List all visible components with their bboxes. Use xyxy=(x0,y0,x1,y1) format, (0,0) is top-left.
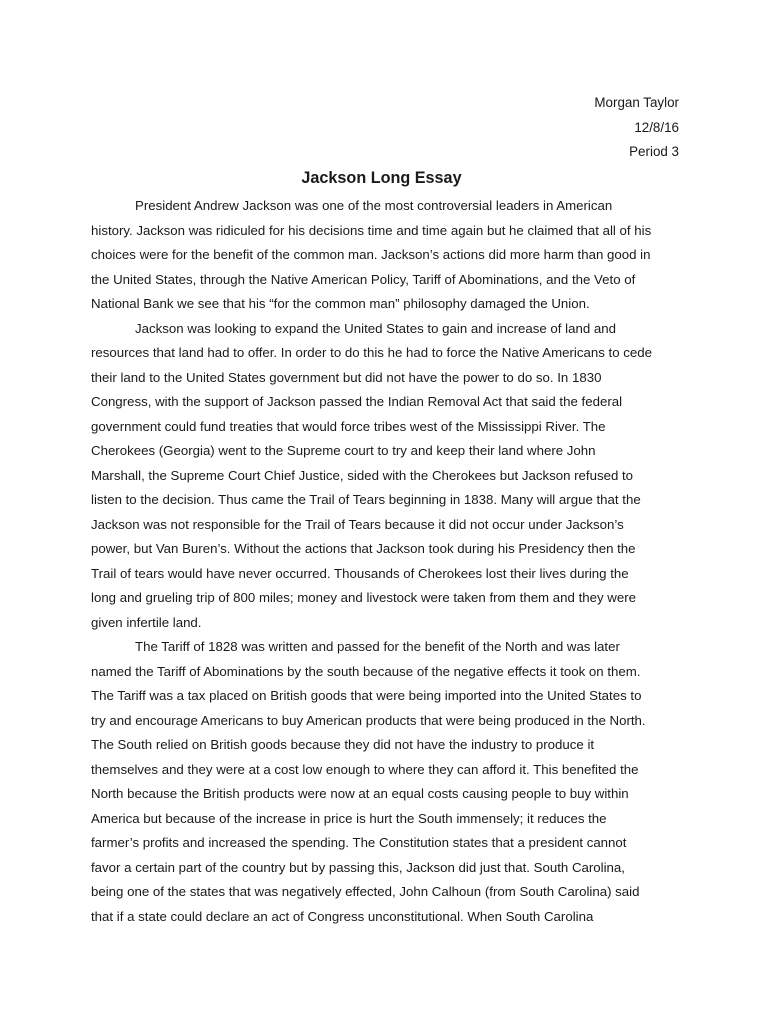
text-line: government could fund treaties that would force tribes west of the Mississippi River. The xyxy=(91,418,606,434)
paragraph-intro xyxy=(91,194,676,317)
text-line: Congress, with the support of Jackson passed the Indian Removal Act that said the federal xyxy=(91,394,623,409)
author-name: Morgan Taylor xyxy=(594,95,679,110)
text-line: President Andrew Jackson was one of the most controversial leaders in American xyxy=(135,198,613,213)
essay-date: 12/8/16 xyxy=(634,119,679,135)
text-line: Trail of tears would have never occurred. Thousands of Cherokees lost their lives during the xyxy=(91,565,629,581)
paragraph-tariff xyxy=(91,635,676,929)
text-line: National Bank we see that his “for the common man” philosophy damaged the Union. xyxy=(91,296,590,311)
text-line: listen to the decision. Thus came the Trail of Tears beginning in 1838. Many will argue that the xyxy=(91,492,641,507)
text-line: power, but Van Buren’s. Without the actions that Jackson took during his Presidency then the xyxy=(91,541,636,556)
essay-title: Jackson Long Essay xyxy=(301,169,462,187)
text-line: farmer’s profits and increased the spending. The Constitution states that a president cannot xyxy=(91,835,627,850)
text-line: being one of the states that was negatively effected, John Calhoun (from South Carolina) said xyxy=(91,884,640,899)
text-line: Cherokees (Georgia) went to the Supreme court to try and keep their land where John xyxy=(91,443,596,458)
paragraph-native-american-policy xyxy=(91,317,676,636)
text-line: Jackson was not responsible for the Trail of Tears because it did not occur under Jackson’s xyxy=(91,516,624,532)
text-line: The Tariff was a tax placed on British goods that were being imported into the United States to xyxy=(91,688,642,703)
class-period: Period 3 xyxy=(629,144,679,159)
text-line: their land to the United States government but did not have the power to do so. In 1830 xyxy=(91,369,602,385)
text-line: The South relied on British goods because they did not have the industry to produce it xyxy=(91,737,595,752)
text-line: America but because of the increase in price is hurt the South immensely; it reduces the xyxy=(91,810,607,826)
essay-body xyxy=(91,194,676,929)
text-line: resources that land had to offer. In order to do this he had to force the Native Americans to cede xyxy=(91,345,653,360)
text-line: North because the British products were now at an equal costs causing people to buy within xyxy=(91,786,629,801)
text-line: named the Tariff of Abominations by the south because of the negative effects it took on them. xyxy=(91,663,641,679)
text-line: Jackson was looking to expand the United States to gain and increase of land and xyxy=(135,320,616,336)
text-line: that if a state could declare an act of Congress unconstitutional. When South Carolina xyxy=(91,908,594,924)
text-line: themselves and they were at a cost low enough to where they can afford it. This benefited the xyxy=(91,761,639,777)
text-line: long and grueling trip of 800 miles; money and livestock were taken from them and they were xyxy=(91,590,637,605)
text-line: choices were for the benefit of the common man. Jackson’s actions did more harm than good in xyxy=(91,247,651,262)
text-line: favor a certain part of the country but by passing this, Jackson did just that. South Carolina, xyxy=(91,859,625,875)
text-line: the United States, through the Native American Policy, Tariff of Abominations, and the Veto of xyxy=(91,271,636,287)
essay-header xyxy=(594,91,679,165)
text-line: The Tariff of 1828 was written and passed for the benefit of the North and was later xyxy=(135,639,620,654)
text-line: given infertile land. xyxy=(91,614,202,630)
text-line: Marshall, the Supreme Court Chief Justice, sided with the Cherokees but Jackson refused to xyxy=(91,467,634,483)
text-line: try and encourage Americans to buy American products that were being produced in the North. xyxy=(91,712,646,728)
text-line: history. Jackson was ridiculed for his decisions time and time again but he claimed that all of his xyxy=(91,222,652,238)
